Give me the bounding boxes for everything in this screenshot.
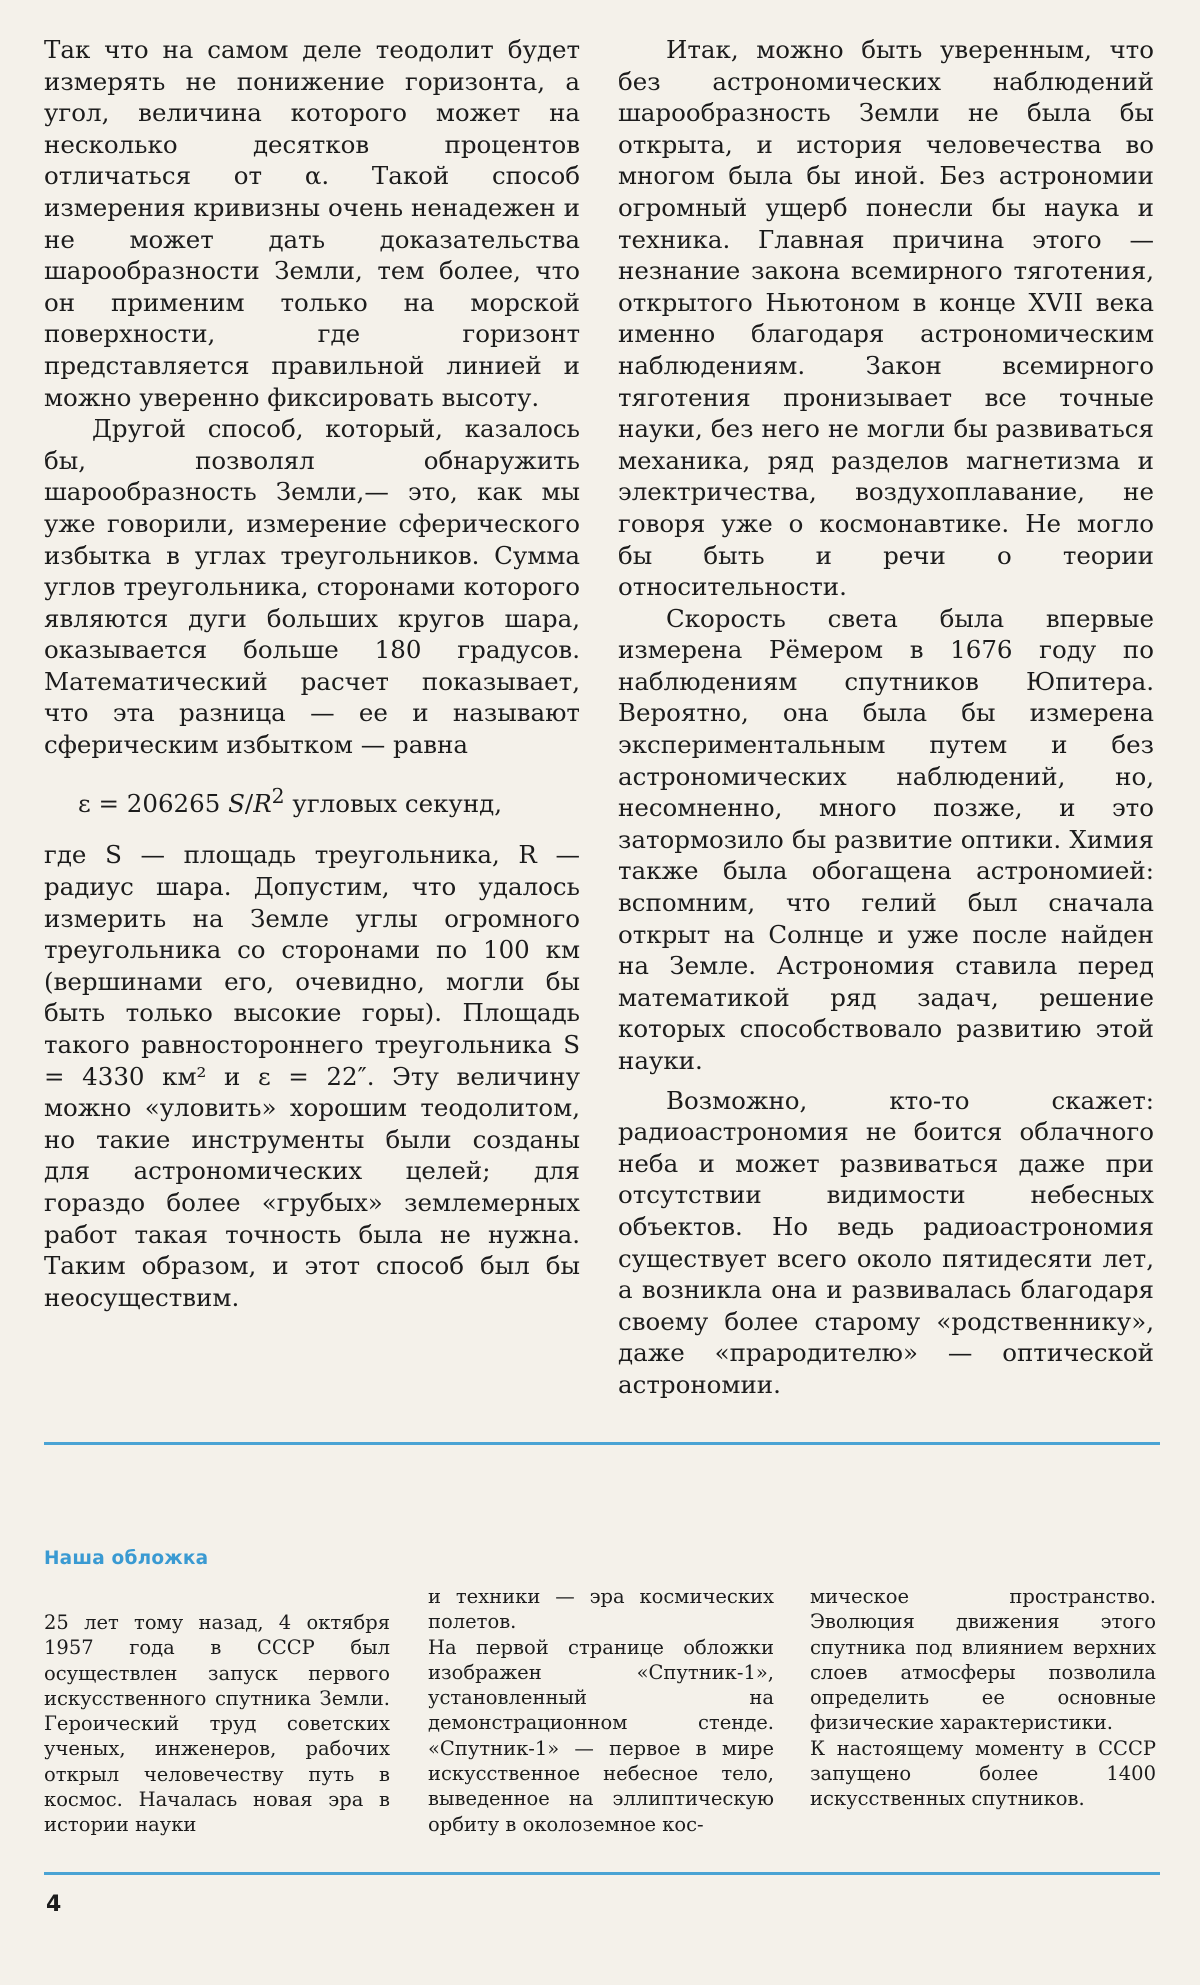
- cover-column-1: [44, 1610, 390, 1838]
- cover-column-2: [428, 1584, 774, 1837]
- cover-paragraph: мическое пространство. Эволюция движения этого спутника под влиянием верхних слоев атмосферы позволила определить ее основные физические характеристики.: [810, 1585, 1156, 1735]
- cover-section-heading: Наша обложка: [44, 1548, 209, 1569]
- article-paragraph: где S — площадь треугольника, R — радиус шара. Допустим, что удалось измерить на Земле углы огромного треугольника со сторонами по 100 км (вершинами его, очевидно, могли бы быть только высокие горы). Площадь такого равностороннего треугольника S = 4330 км² и ε = 22″. Эту величину можно «уловить» хорошим теодолитом, но такие инструменты были созданы для астрономических целей; для гораздо более «грубых» землемерных работ такая точность была не нужна. Таким образом, и этот способ был бы неосуществим.: [44, 840, 580, 1312]
- cover-paragraph: 25 лет тому назад, 4 октября 1957 года в СССР был осуществлен запуск первого искусственного спутника Земли. Героический труд советских ученых, инженеров, рабочих открыл человечеству путь в космос. Началась новая эра в истории науки: [44, 1611, 390, 1837]
- formula-lhs: ε = 206265: [78, 788, 221, 818]
- article-paragraph: Итак, можно быть уверенным, что без астрономических наблюдений шарообразность Земли не была бы открыта, и история человечества во многом была бы иной. Без астрономии огромный ущерб понесли бы наука и техника. Главная причина этого — незнание закона всемирного тяготения, открытого Ньютоном в конце XVII века именно благодаря астрономическим наблюдениям. Закон всемирного тяготения пронизывает все точные науки, без него не могли бы развиваться механика, ряд разделов магнетизма и электричества, воздухоплавание, не говоря уже о космонавтике. Не могло бы быть и речи о теории относительности.: [618, 35, 1154, 602]
- page-number: 4: [46, 1892, 62, 1917]
- cover-paragraph: На первой странице обложки изображен «Спутник-1», установленный на демонстрационном стенде. «Спутник-1» — первое в мире искусственное небесное тело, выведенное на эллиптическую орбиту в околоземное кос-: [428, 1635, 774, 1836]
- formula-var-r: R: [253, 788, 272, 818]
- formula-var-s: S: [228, 788, 245, 818]
- article-paragraph: Скорость света была впервые измерена Рёмером в 1676 году по наблюдениям спутников Юпитера. Вероятно, она была бы измерена экспериментальным путем и без астрономических наблюдений, но, несомненно, много позже, и это затормозило бы развитие оптики. Химия также была обогащена астрономией: вспомним, что гелий был сначала открыт на Солнце и уже после найден на Земле. Астрономия ставила перед математикой ряд задач, решение которых способствовало развитию этой науки.: [618, 603, 1154, 1075]
- article-paragraph: Другой способ, который, казалось бы, позволял обнаружить шарообразность Земли,— это, как мы уже говорили, измерение сферического избытка в углах треугольников. Сумма углов треугольника, сторонами которого являются дуги больших кругов шара, оказывается больше 180 градусов. Математический расчет показывает, что эта разница — ее и называют сферическим избытком — равна: [44, 414, 580, 760]
- formula: [44, 781, 580, 820]
- formula-unit: угловых секунд,: [292, 788, 503, 818]
- article-paragraph: Так что на самом деле теодолит будет измерять не понижение горизонта, а угол, величина которого может на несколько десятков процентов отличаться от α. Такой способ измерения кривизны очень ненадежен и не может дать доказательства шарообразности Земли, тем более, что он применим только на морской поверхности, где горизонт представляется правильной линией и можно уверенно фиксировать высоту.: [44, 35, 580, 412]
- cover-column-3: [810, 1584, 1156, 1812]
- article-paragraph: Возможно, кто-то скажет: радиоастрономия не боится облачного неба и может развиваться даже при отсутствии видимости небесных объектов. Но ведь радиоастрономия существует всего около пятидесяти лет, а возникла она и развивалась благодаря своему более старому «родственнику», даже «прародителю» — оптической астрономии.: [618, 1085, 1154, 1399]
- formula-slash: /: [244, 788, 254, 818]
- divider-rule-bottom: [44, 1872, 1160, 1875]
- divider-rule-top: [44, 1442, 1160, 1445]
- formula-exponent: 2: [271, 783, 285, 808]
- cover-paragraph: и техники — эра космических полетов.: [428, 1585, 774, 1634]
- article-column-left: [44, 34, 580, 1313]
- cover-paragraph: К настоящему моменту в СССР запущено более 1400 искусственных спутников.: [810, 1736, 1156, 1811]
- article-column-right: [618, 34, 1154, 1401]
